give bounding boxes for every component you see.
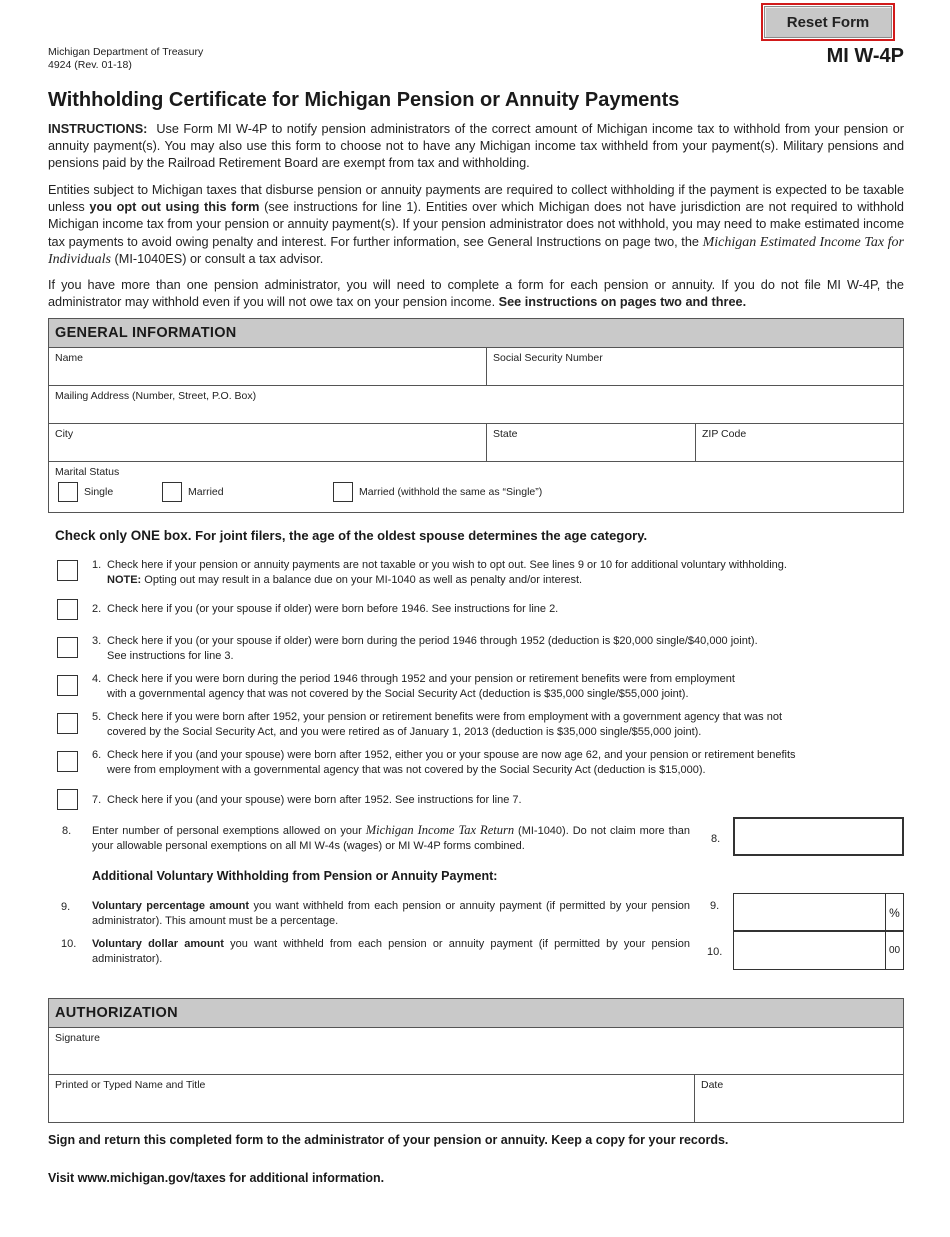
line-6-text-a: Check here if you (and your spouse) were born after 1952, either you or your spouse are now age 62, and your pension or retirement benefits (107, 749, 796, 761)
line-9-percentage-input-box (733, 893, 904, 931)
name-label: Name (55, 352, 84, 364)
check-one-box-detail: For joint filers, the age of the oldest spouse determines the age category. (195, 528, 648, 543)
line-5-text (92, 710, 904, 740)
line-10-box-label: 10. (707, 946, 723, 958)
page-title: Withholding Certificate for Michigan Pension or Annuity Payments (48, 89, 680, 111)
line-9-bold: Voluntary percentage amount (92, 900, 250, 912)
line-9-percentage-input[interactable] (734, 894, 884, 930)
line-8-box-label: 8. (711, 833, 721, 845)
line-8-number: 8. (62, 825, 72, 837)
line-10-bold: Voluntary dollar amount (92, 938, 224, 950)
line-9-box-label: 9. (710, 900, 720, 912)
city-field[interactable] (49, 424, 487, 461)
general-information-section (48, 318, 904, 513)
line-6-text-b: were from employment with a governmental agency that was not covered by the Social Security Act (deduction is $15,000). (107, 764, 706, 776)
signature-row (49, 1028, 903, 1075)
name-field[interactable] (49, 348, 487, 385)
line-7-text-a: Check here if you (and your spouse) were born after 1952. See instructions for line 7. (107, 794, 522, 806)
zip-code-label: ZIP Code (702, 428, 747, 440)
instructions-paragraph-1 (48, 121, 904, 173)
line-10-cents-suffix: 00 (885, 932, 903, 969)
instructions-text-2b: you opt out using this form (89, 200, 260, 215)
reset-form-button[interactable]: Reset Form (764, 6, 892, 38)
instructions-paragraph-2 (48, 182, 904, 268)
date-field[interactable] (695, 1075, 903, 1122)
line-5-text-a: Check here if you were born after 1952, your pension or retirement benefits were from employment with a government agency that was not (107, 711, 783, 723)
authorization-section (48, 998, 904, 1123)
line-2-checkbox[interactable] (57, 599, 78, 620)
instructions-text-1: Use Form MI W-4P to notify pension administrators of the correct amount of Michigan income tax to withhold from your pension or annuity payment(s). You may also use this form to choose not to have any Michigan income tax withheld from your payment(s). Military pensions and pensions paid by the Railroad Retirement Board are exempt from tax and withholding. (48, 122, 904, 171)
line-8-text-c: (MI-1040). Do not claim more than your allowable personal exemptions on all MI W-4s (wages) or MI W-4P forms combined. (92, 825, 690, 852)
instructions-text-2c: (see instructions for line 1). Entities over which Michigan does not have jurisdiction are not required to withhold Michigan income tax from your pension or annuity payment(s). If your pension administrator does not withhold, you may need to make estimated income tax payments to avoid owing penalty and interest. For further information, see General Instructions on page two, the (48, 200, 904, 249)
instructions-text-3a: If you have more than one pension administrator, you will need to complete a form for each pension or annuity. If you do not file MI W-4P, the administrator may withhold even if you will not owe tax on your pension income. (48, 278, 904, 310)
line-4-text-b: with a governmental agency that was not covered by the Social Security Act (deduction is $35,000 single/$55,000 joint). (107, 688, 689, 700)
line-9-percent-suffix: % (885, 894, 903, 930)
line-2-number: 2. (92, 603, 102, 615)
line-9-text (92, 899, 690, 929)
line-7-checkbox[interactable] (57, 789, 78, 810)
check-one-box-label: Check only ONE box. (55, 528, 192, 543)
line-8-text-b: Michigan Income Tax Return (365, 823, 515, 837)
line-3-text-b: See instructions for line 3. (107, 650, 234, 662)
line-1-note-label: NOTE: (107, 574, 142, 586)
line-3-number: 3. (92, 635, 102, 647)
line-1-text-a: Check here if your pension or annuity payments are not taxable or you wish to opt out. See lines 9 or 10 for additional voluntary withholding. (107, 559, 787, 571)
line-5-number: 5. (92, 711, 102, 723)
mailing-address-label: Mailing Address (Number, Street, P.O. Box) (55, 390, 257, 402)
line-1-checkbox[interactable] (57, 560, 78, 581)
additional-withholding-heading: Additional Voluntary Withholding from Pension or Annuity Payment: (92, 869, 498, 883)
line-9-text-a: you want withheld from each pension or annuity payment (if permitted by your pension administrator). This amount must be a percentage. (92, 900, 691, 927)
line-8-exemptions-input[interactable] (735, 819, 902, 854)
city-label: City (55, 428, 74, 440)
mailing-address-field[interactable] (49, 386, 903, 423)
married-withhold-single-checkbox[interactable] (333, 482, 353, 502)
married-withhold-single-label: Married (withhold the same as “Single”) (359, 486, 543, 498)
line-5-checkbox[interactable] (57, 713, 78, 734)
instructions-label: INSTRUCTIONS: (48, 122, 148, 136)
date-label: Date (701, 1079, 724, 1091)
zip-code-field[interactable] (696, 424, 903, 461)
line-7-text (92, 793, 904, 808)
instructions-text-2d: Michigan Estimated Income Tax for Individuals (48, 234, 905, 267)
line-2-text-a: Check here if you (or your spouse if older) were born before 1946. See instructions for line 2. (107, 603, 559, 615)
married-label: Married (188, 486, 224, 498)
marital-option-married-single (333, 482, 542, 502)
line-3-text-a: Check here if you (or your spouse if older) were born during the period 1946 through 1952 (deduction is $20,000 single/$40,000 joint). (107, 635, 758, 647)
check-one-box-note (55, 528, 647, 543)
line-1-note (92, 573, 904, 588)
instructions-text-2e: (MI-1040ES) or consult a tax advisor. (114, 251, 324, 266)
married-checkbox[interactable] (162, 482, 182, 502)
line-10-text-a: you want withheld from each pension or annuity payment (if permitted by your pension administrator). (92, 938, 690, 965)
line-3-checkbox[interactable] (57, 637, 78, 658)
line-9-number: 9. (61, 901, 71, 913)
instructions-text-3b: See instructions on pages two and three. (498, 295, 747, 310)
reset-button-frame (761, 3, 895, 41)
single-checkbox[interactable] (58, 482, 78, 502)
line-5-text-b: covered by the Social Security Act, and you were retired as of January 1, 2013 (deduction is $35,000 single/$55,000 joint). (107, 726, 702, 738)
department-name: Michigan Department of Treasury (48, 46, 204, 58)
ssn-label: Social Security Number (493, 352, 603, 364)
state-label: State (493, 428, 518, 440)
ssn-field[interactable] (487, 348, 903, 385)
marital-option-single (58, 482, 113, 502)
line-4-text-a: Check here if you were born during the period 1946 through 1952 and your pension or retirement benefits were from employment (107, 673, 735, 685)
marital-status-options (55, 482, 897, 508)
line-4-checkbox[interactable] (57, 675, 78, 696)
authorization-heading: AUTHORIZATION (49, 999, 903, 1028)
name-ssn-row (49, 348, 903, 386)
line-1-note-text: Opting out may result in a balance due on your MI-1040 as well as penalty and/or interest. (144, 574, 583, 586)
line-1-number: 1. (92, 559, 102, 571)
line-1-text (92, 558, 904, 588)
line-2-text (92, 602, 904, 617)
printed-name-label: Printed or Typed Name and Title (55, 1079, 206, 1091)
marital-status-label: Marital Status (55, 466, 120, 478)
instructions-text-2a: Entities subject to Michigan taxes that disburse pension or annuity payments are required to collect withholding if the payment is expected to be taxable unless (48, 183, 904, 215)
line-10-dollar-input-box (733, 931, 904, 970)
printed-name-date-row (49, 1075, 903, 1122)
visit-website-note: Visit www.michigan.gov/taxes for additional information. (48, 1171, 385, 1185)
line-4-number: 4. (92, 673, 102, 685)
line-6-text (92, 748, 904, 778)
marital-option-married (162, 482, 224, 502)
sign-and-return-note: Sign and return this completed form to the administrator of your pension or annuity. Keep a copy for your records. (48, 1133, 729, 1147)
line-10-dollar-input[interactable] (734, 932, 884, 969)
line-8-text (92, 823, 690, 854)
signature-label: Signature (55, 1032, 100, 1044)
state-field[interactable] (487, 424, 696, 461)
line-4-text (92, 672, 904, 702)
printed-name-field[interactable] (49, 1075, 695, 1122)
department-info (48, 46, 203, 72)
line-7-number: 7. (92, 794, 102, 806)
line-8-text-a: Enter number of personal exemptions allowed on your (92, 825, 362, 837)
general-information-heading: GENERAL INFORMATION (49, 319, 903, 348)
line-3-text (92, 634, 904, 664)
line-10-text (92, 937, 690, 967)
marital-status-cell (49, 462, 903, 512)
single-label: Single (84, 486, 114, 498)
marital-status-row (49, 462, 903, 512)
signature-field[interactable] (49, 1028, 903, 1074)
address-row (49, 386, 903, 424)
form-id: MI W-4P (826, 45, 904, 67)
instructions-paragraph-3 (48, 277, 904, 311)
line-6-number: 6. (92, 749, 102, 761)
line-8-exemptions-input-box (733, 817, 904, 856)
line-10-number: 10. (61, 938, 77, 950)
form-revision: 4924 (Rev. 01-18) (48, 59, 132, 71)
line-6-checkbox[interactable] (57, 751, 78, 772)
city-state-zip-row (49, 424, 903, 462)
